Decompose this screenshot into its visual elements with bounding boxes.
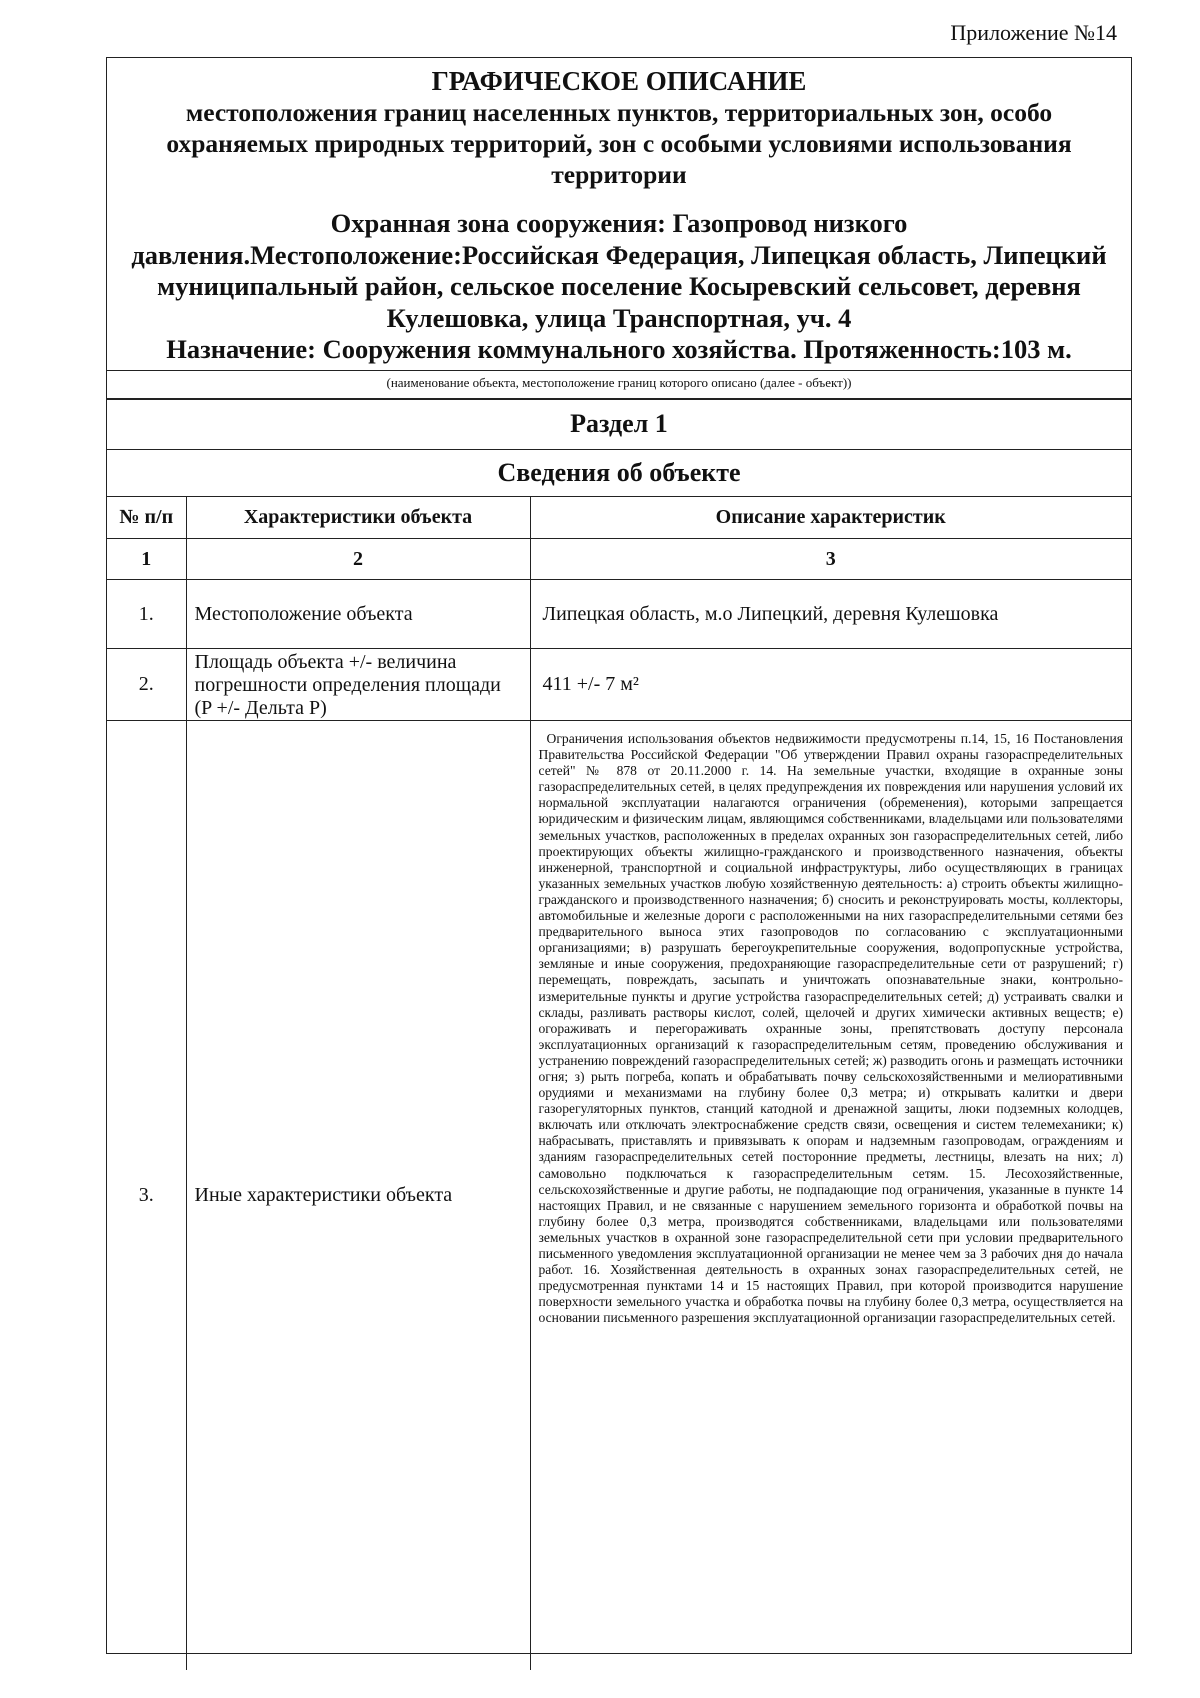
column-number-row — [107, 539, 1131, 580]
table-header-row — [107, 497, 1131, 539]
appendix-label: Приложение №14 — [950, 20, 1117, 45]
object-caption: (наименование объекта, местоположение границ которого описано (далее - объект)) — [107, 370, 1131, 400]
row-characteristic — [186, 649, 530, 721]
column-number-3: 3 — [530, 539, 1131, 580]
column-number-1: 1 — [107, 539, 186, 580]
header-num: № п/п — [107, 497, 186, 539]
document-header — [107, 58, 1131, 370]
row-number: 1. — [107, 580, 186, 649]
header-description: Описание характеристик — [530, 497, 1131, 539]
row-characteristic: Иные характеристики объекта — [186, 721, 530, 1671]
document-frame — [106, 57, 1132, 1654]
restrictions-text: Ограничения использования объектов недвижимости предусмотрены п.14, 15, 16 Постановления Правительства Российской Федерации "Об утверждении Правил охраны газораспределительных сетей" № 878 от 20.11.2000 г. 14. На земельные участки, входящие в охранные зоны газораспределительных сетей, в целях предупреждения их повреждения или нарушения условий их нормальной эксплуатации налагаются ограничения (обременения), которыми запрещается юридическим и физическим лицам, являющимся собственниками, владельцами или пользователями земельных участков, расположенных в пределах охранных зон газораспределительных сетей, либо проектирующих объекты жилищно-гражданского и производственного назначения, объекты инженерной, транспортной и социальной инфраструктуры, либо осуществляющих в границах указанных земельных участков любую хозяйственную деятельность: а) строить объекты жилищно-гражданского и производственного назначения; б) сносить и реконструировать мосты, коллекторы, автомобильные и железные дороги с расположенными на них газораспределительными сетями без предварительного выноса этих газопроводов по согласованию с эксплуатационными организациями; в) разрушать берегоукрепительные сооружения, водопропускные устройства, земляные и иные сооружения, предохраняющие газораспределительные сети от разрушений; г) перемещать, повреждать, засыпать и уничтожать опознавательные знаки, контрольно-измерительные пункты и другие устройства газораспределительных сетей; д) устраивать свалки и склады, разливать растворы кислот, солей, щелочей и других химически активных веществ; е) огораживать и перегораживать охранные зоны, препятствовать доступу персонала эксплуатационных организаций к газораспределительным сетям, проведению обслуживания и устранению повреждений газораспределительных сетей; ж) разводить огонь и размещать источники огня; з) рыть погреба, копать и обрабатывать почву сельскохозяйственными и мелиоративными орудиями и механизмами на глубину более 0,3 метра; и) открывать калитки и двери газорегуляторных пунктов, станций катодной и дренажной защиты, люки подземных колодцев, включать или отключать электроснабжение средств связи, освещения и систем телемеханики; к) набрасывать, приставлять и привязывать к опорам и надземным газопроводам, ограждениям и зданиям газораспределительных сетей посторонние предметы, лестницы, влезать на них; л) самовольно подключаться к газораспределительным сетям. 15. Лесохозяйственные, сельскохозяйственные и другие работы, не подпадающие под ограничения, указанные в пункте 14 настоящих Правил, и не связанные с нарушением земельного горизонта и обработкой почвы на глубину более 0,3 метра, производятся собственниками, владельцами или пользователями земельных участков в охранной зоне газораспределительной сети при условии предварительного письменного уведомления эксплуатационной организации не менее чем за 3 рабочих дня до начала работ. 16. Хозяйственная деятельность в охранных зонах газораспределительных сетей, не предусмотренная пунктами 14 и 15 настоящих Правил, при которой производится нарушение поверхности земельного участка и обработка почвы на глубину более 0,3 метра, осуществляется на основании письменного разрешения эксплуатационной организации газораспределительных сетей. — [538, 731, 1123, 1326]
table-row — [107, 580, 1131, 649]
area-characteristic-text: Площадь объекта +/- величина погрешности определения площади (P +/- Дельта P) — [194, 651, 501, 719]
row-characteristic: Местоположение объекта — [186, 580, 530, 649]
table-row — [107, 649, 1131, 721]
document-title: ГРАФИЧЕСКОЕ ОПИСАНИЕ — [431, 66, 807, 96]
object-location-text: Охранная зона сооружения: Газопровод низкого давления.Местоположение:Российская Федерация, Липецкая область, Липецкий муниципальный район, сельское поселение Косыревский сельсовет, деревня Кулешовка, улица Транспортная, уч. 4 — [131, 208, 1107, 333]
object-purpose-text: Назначение: Сооружения коммунального хозяйства. Протяженность:103 м. — [166, 334, 1072, 364]
row-description: 411 +/- 7 м² — [530, 649, 1131, 721]
document-subtitle: местоположения границ населенных пунктов, территориальных зон, особо охраняемых природных территорий, зон с особыми условиями использования территории — [166, 98, 1072, 189]
header-characteristic: Характеристики объекта — [186, 497, 530, 539]
table-row — [107, 721, 1131, 1671]
row-number: 3. — [107, 721, 186, 1671]
object-description — [107, 208, 1131, 366]
row-description: Липецкая область, м.о Липецкий, деревня Кулешовка — [530, 580, 1131, 649]
section-heading: Сведения об объекте — [107, 450, 1131, 497]
row-number: 2. — [107, 649, 186, 721]
restrictions-text-cell — [530, 721, 1131, 1671]
section-label: Раздел 1 — [107, 398, 1131, 450]
column-number-2: 2 — [186, 539, 530, 580]
object-info-table — [107, 497, 1131, 1670]
